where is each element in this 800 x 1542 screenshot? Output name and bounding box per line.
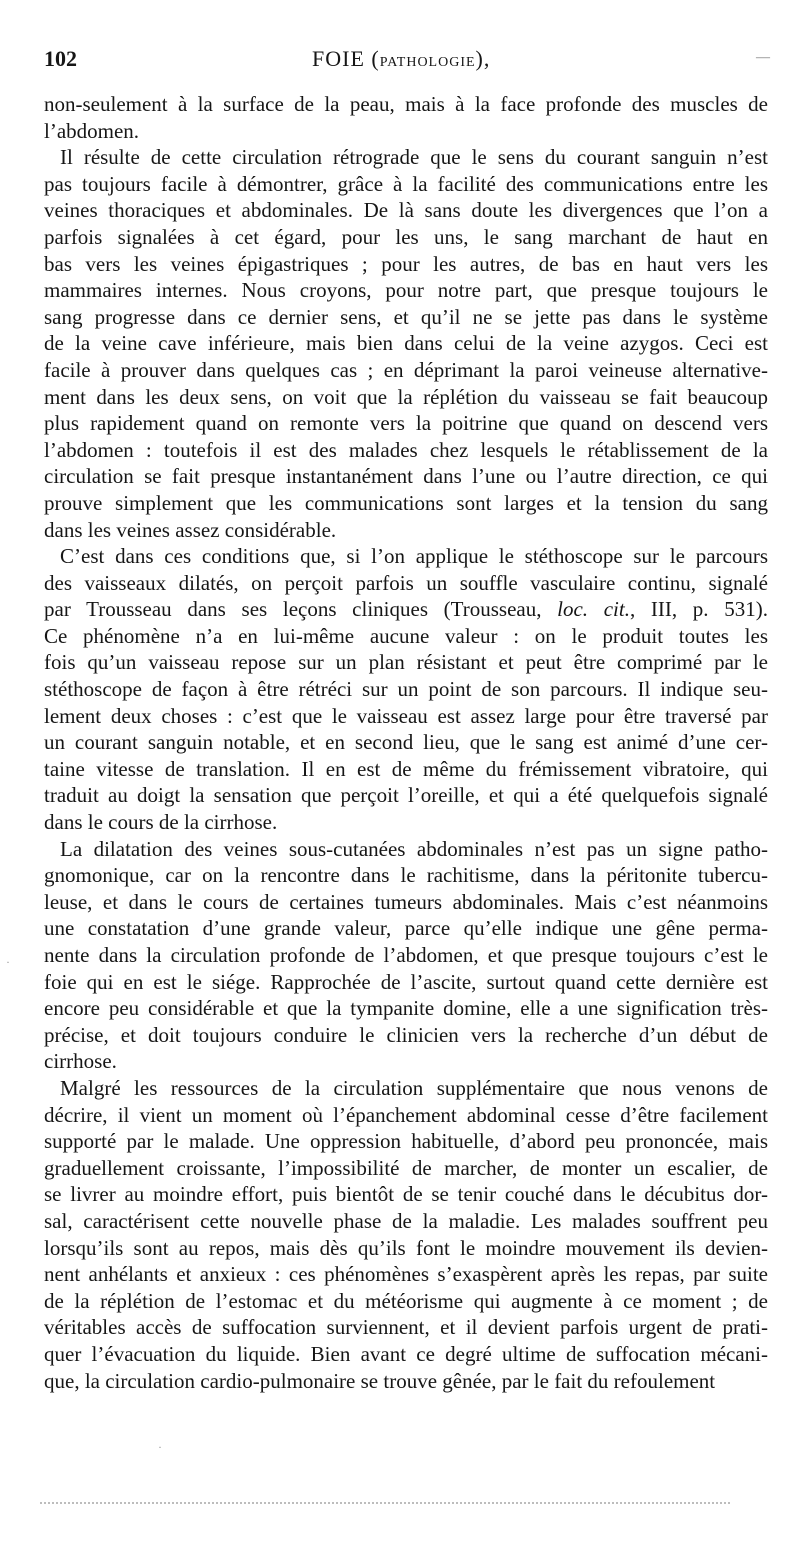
- text-line: pas toujours facile à démontrer, grâce à la facilité des communications entre les: [44, 171, 768, 196]
- corner-mark: —: [756, 50, 770, 65]
- footer-rule: [40, 1502, 730, 1504]
- scan-speck: ·: [158, 1440, 162, 1454]
- text-line: circulation se fait presque instantanément dans l’une ou l’autre direction, ce qui: [44, 464, 768, 489]
- running-title-main: FOIE (: [312, 46, 380, 71]
- paragraph: [44, 836, 768, 1075]
- paragraph: [44, 543, 768, 836]
- text-line: Il résulte de cette circulation rétrograde que le sens du courant sanguin n’est: [60, 145, 768, 170]
- text-line: traduit au doigt la sensation que perçoit l’oreille, et qui a été quelquefois signalé: [44, 783, 768, 808]
- text-line: cirrhose.: [44, 1049, 117, 1074]
- running-title: [312, 46, 490, 72]
- text-line: véritables accès de suffocation surviennent, et il devient parfois urgent de prati-: [44, 1315, 768, 1340]
- text-line: facile à prouver dans quelques cas ; en déprimant la paroi veineuse alternative-: [44, 357, 768, 382]
- text-line: non-seulement à la surface de la peau, mais à la face profonde des muscles de: [44, 92, 768, 116]
- text-line: bas vers les veines épigastriques ; pour les autres, de bas en haut vers les: [44, 251, 768, 276]
- text-line: supporté par le malade. Une oppression habituelle, d’abord peu prononcée, mais: [44, 1129, 768, 1154]
- text-line: nente dans la circulation profonde de l’abdomen, et que presque toujours c’est le: [44, 943, 768, 967]
- text-line: parfois signalées à cet égard, pour les uns, le sang marchant de haut en: [44, 224, 768, 249]
- scan-speck: ·: [6, 955, 10, 969]
- text-line: veines thoraciques et abdominales. De là sans doute les divergences que l’on a: [44, 198, 768, 223]
- text-line: quer l’évacuation du liquide. Bien avant ce degré ultime de suffocation mécani-: [44, 1341, 768, 1366]
- paragraph: [44, 144, 768, 543]
- text-line: sal, caractérisent cette nouvelle phase de la maladie. Les malades souffrent peu: [44, 1208, 768, 1233]
- text-line: C’est dans ces conditions que, si l’on applique le stéthoscope sur le parcours: [60, 544, 768, 569]
- text-line: l’abdomen : toutefois il est des malades chez lesquels le rétablissement de la: [44, 437, 768, 462]
- paragraph: [44, 91, 768, 144]
- page-number: 102: [44, 46, 77, 71]
- text-line: précise, et doit toujours conduire le clinicien vers la recherche d’un début de: [44, 1022, 768, 1047]
- body-text: [44, 91, 768, 1394]
- text-line: leuse, et dans le cours de certaines tumeurs abdominales. Mais c’est néanmoins: [44, 889, 768, 914]
- text-line: lement deux choses : c’est que le vaisseau est assez large pour être traversé par: [44, 703, 768, 728]
- text-line: plus rapidement quand on remonte vers la poitrine que quand on descend vers: [44, 411, 768, 436]
- text-line: foie qui en est le siége. Rapprochée de l’ascite, surtout quand cette dernière est: [44, 969, 768, 994]
- text-line: graduellement croissante, l’impossibilité de marcher, de monter un escalier, de: [44, 1155, 768, 1180]
- text-line: prouve simplement que les communications sont larges et la tension du sang: [44, 490, 768, 515]
- text-line: de la réplétion de l’estomac et du météorisme qui augmente à ce moment ; de: [44, 1288, 768, 1313]
- text-line: taine vitesse de translation. Il en est de même du frémissement vibratoire, qui: [44, 756, 768, 781]
- text-line: ment dans les deux sens, on voit que la réplétion du vaisseau se fait beaucoup: [44, 384, 768, 409]
- page-header: [44, 46, 770, 80]
- text-line: dans le cours de la cirrhose.: [44, 810, 278, 835]
- text-line: lorsqu’ils sont au repos, mais dès qu’ils font le moindre mouvement ils devien-: [44, 1235, 768, 1260]
- text-line: gnomonique, car on la rencontre dans le rachitisme, dans la péritonite tubercu-: [44, 863, 768, 888]
- text-line: des vaisseaux dilatés, on perçoit parfois un souffle vasculaire continu, signalé: [44, 570, 768, 595]
- text-line: de la veine cave inférieure, mais bien dans celui de la veine azygos. Ceci est: [44, 331, 768, 356]
- running-title-smallcaps: PATHOLOGIE: [379, 55, 476, 70]
- text-line: Malgré les ressources de la circulation supplémentaire que nous venons de: [60, 1075, 768, 1100]
- text-line: fois qu’un vaisseau repose sur un plan résistant et peut être comprimé par le: [44, 650, 768, 675]
- citation-italic: loc. cit.: [557, 597, 630, 622]
- text-line: que, la circulation cardio-pulmonaire se trouve gênée, par le fait du refoulement: [44, 1368, 716, 1393]
- text-line: La dilatation des veines sous-cutanées abdominales n’est pas un signe patho-: [60, 836, 768, 861]
- text-line: encore peu considérable et que la tympanite domine, elle a une signification très-: [44, 996, 768, 1021]
- text-line: un courant sanguin notable, et en second lieu, que le sang est animé d’une cer-: [44, 730, 768, 755]
- paragraph: [44, 1075, 768, 1394]
- text-line: par Trousseau dans ses leçons cliniques (Trousseau, loc. cit., III, p. 531).: [44, 597, 768, 622]
- text-line: décrire, il vient un moment où l’épanchement abdominal cesse d’être facilement: [44, 1102, 768, 1127]
- text-line: Ce phénomène n’a en lui-même aucune valeur : on le produit toutes les: [44, 623, 768, 648]
- text-line: dans les veines assez considérable.: [44, 517, 337, 542]
- text-line: une constatation d’une grande valeur, parce qu’elle indique une gêne perma-: [44, 916, 768, 941]
- text-line: stéthoscope de façon à être rétréci sur un point de son parcours. Il indique seu-: [44, 677, 768, 702]
- text-line: sang progresse dans ce dernier sens, et qu’il ne se jette pas dans le système: [44, 304, 768, 329]
- text-line: l’abdomen.: [44, 118, 140, 143]
- text-line: nent anhélants et anxieux : ces phénomènes s’exaspèrent après les repas, par suite: [44, 1262, 768, 1287]
- text-line: mammaires internes. Nous croyons, pour notre part, que presque toujours le: [44, 278, 768, 303]
- running-title-end: ),: [475, 46, 491, 71]
- text-line: se livrer au moindre effort, puis bientôt de se tenir couché dans le décubitus dor-: [44, 1182, 768, 1207]
